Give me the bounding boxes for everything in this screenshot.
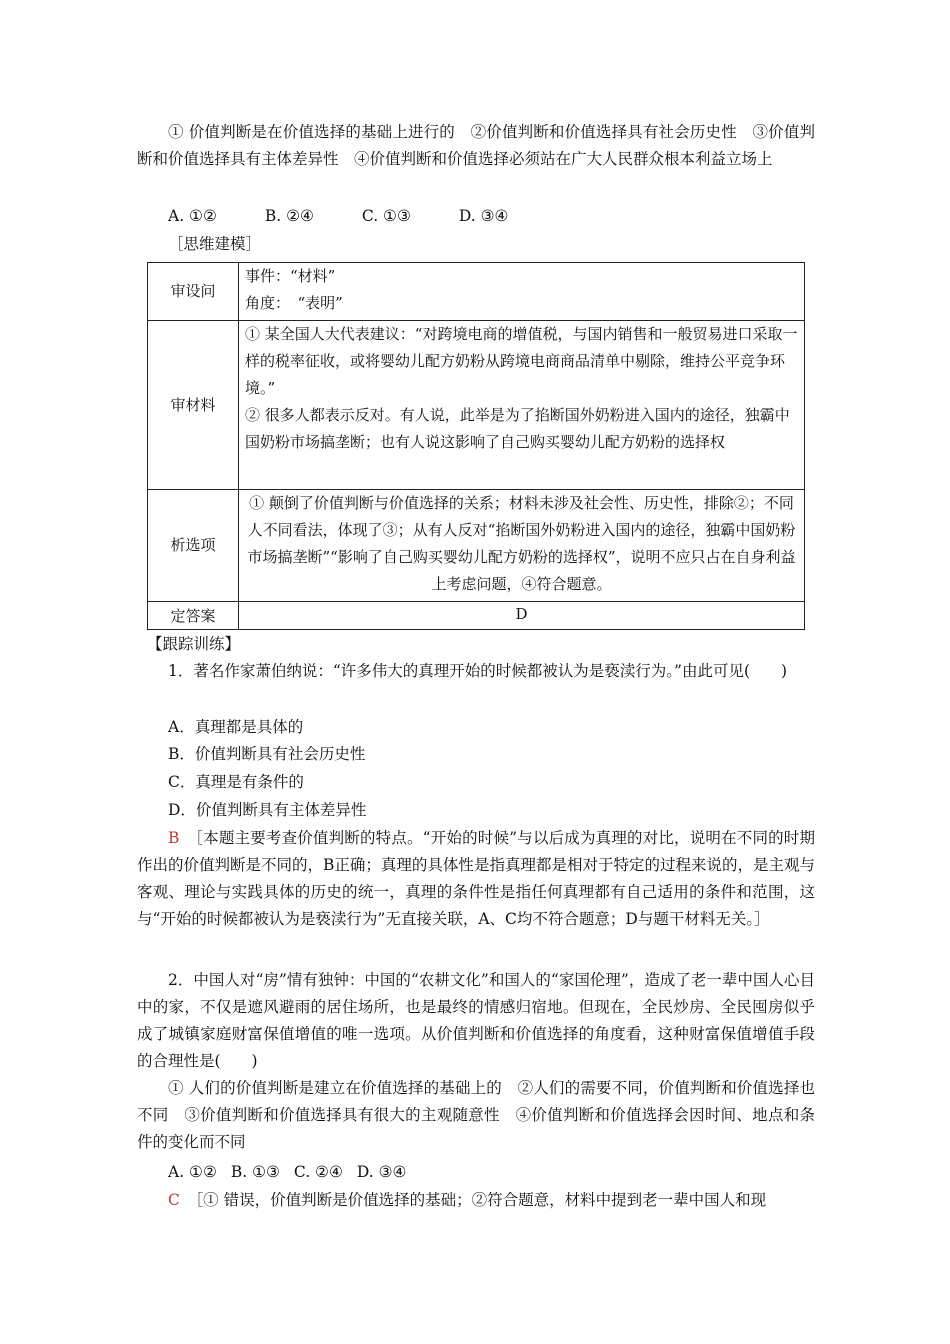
option-b: B. ①③ — [230, 1163, 280, 1181]
question-2-explanation — [137, 1187, 815, 1214]
option-c: C. ①③ — [361, 207, 411, 225]
row-label: 审设问 — [148, 263, 239, 321]
row-label: 析选项 — [148, 490, 239, 602]
question-1-answer: B — [168, 829, 180, 847]
option-a: A. ①② — [168, 207, 217, 225]
question-1-option-c: C．真理是有条件的 — [168, 773, 304, 791]
thinking-model-table — [147, 262, 805, 630]
question-2-options — [168, 1159, 420, 1186]
row-line: 角度： “表明” — [245, 294, 343, 312]
table-row — [148, 263, 805, 321]
question-2-stem: 2．中国人对“房”情有独钟：中国的“农耕文化”和国人的“家国伦理”，造成了老一辈中国人心目中的家，不仅是遮风避雨的居住场所，也是最终的情感归宿地。但现在，全民炒房、全民囤房似乎成了城镇家庭财富保值增值的唯一选项。从价值判断和价值选择的角度看，这种财富保值增值手段的合理性是( ) — [137, 971, 815, 1070]
row-content — [239, 602, 805, 630]
table-row — [148, 321, 805, 490]
question-1-explanation-text: ［本题主要考查价值判断的特点。“开始的时候”与以后成为真理的对比，说明在不同的时期作出的价值判断是不同的，B正确；真理的具体性是指真理都是相对于特定的过程来说的，是主观与客观、理论与实践具体的历史的统一，真理的条件性是指任何真理都有自己适用的条件和范围，这与“开始的时候都被认为是亵渎行为”无直接关联，A、C均不符合题意；D与题干材料无关。］ — [137, 829, 815, 928]
question-1-option-d: D．价值判断具有主体差异性 — [168, 801, 367, 819]
final-answer: D — [515, 605, 528, 623]
option-a: A. ①② — [168, 1163, 217, 1181]
model-heading: ［思维建模］ — [168, 235, 262, 253]
table-row — [148, 490, 805, 602]
question-1-stem: 1．著名作家萧伯纳说：“许多伟大的真理开始的时候都被认为是亵渎行为。”由此可见( ) — [168, 662, 788, 680]
row-line: ② 很多人都表示反对。有人说，此举是为了掐断国外奶粉进入国内的途径，独霸中国奶粉市场搞垄断；也有人说这影响了自己购买婴幼儿配方奶粉的选择权 — [245, 406, 790, 451]
option-b: B. ②④ — [264, 207, 314, 225]
row-content — [239, 490, 805, 602]
row-label: 审材料 — [148, 321, 239, 490]
prev-question-statements: ① 价值判断是在价值选择的基础上进行的 ②价值判断和价值选择具有社会历史性 ③价值判断和价值选择具有主体差异性 ④价值判断和价值选择必须站在广大人民群众根本利益立场上 — [137, 123, 815, 168]
question-1-option-b: B．价值判断具有社会历史性 — [168, 745, 366, 763]
option-d: D. ③④ — [458, 207, 509, 225]
question-2-statements: ① 人们的价值判断是建立在价值选择的基础上的 ②人们的需要不同，价值判断和价值选择也不同 ③价值判断和价值选择具有很大的主观随意性 ④价值判断和价值选择会因时间、地点和条件的变化而不同 — [137, 1079, 815, 1151]
prev-question-options — [168, 203, 556, 230]
row-line: 事件：“材料” — [245, 267, 336, 285]
option-c: C. ②④ — [293, 1163, 343, 1181]
table-row — [148, 602, 805, 630]
question-1-explanation — [137, 825, 815, 933]
row-line: ① 某全国人大代表建议：“对跨境电商的增值税，与国内销售和一般贸易进口采取一样的税率征收，或将婴幼儿配方奶粉从跨境电商商品清单中剔除，维持公平竞争环境。” — [245, 325, 798, 397]
training-heading: 【跟踪训练】 — [147, 635, 241, 653]
row-content — [239, 321, 805, 490]
row-label: 定答案 — [148, 602, 239, 630]
row-content — [239, 263, 805, 321]
question-1-option-a: A．真理都是具体的 — [168, 718, 304, 736]
question-2-answer: C — [168, 1191, 180, 1209]
option-d: D. ③④ — [356, 1163, 407, 1181]
row-line: ① 颠倒了价值判断与价值选择的关系；材料未涉及社会性、历史性，排除②；不同人不同看法，体现了③；从有人反对“掐断国外奶粉进入国内的途径，独霸中国奶粉市场搞垄断”“影响了自己购买婴幼儿配方奶粉的选择权”，说明不应只占在自身利益上考虑问题，④符合题意。 — [247, 494, 796, 593]
question-2-explanation-text: ［① 错误，价值判断是价值选择的基础；②符合题意，材料中提到老一辈中国人和现 — [195, 1191, 767, 1209]
